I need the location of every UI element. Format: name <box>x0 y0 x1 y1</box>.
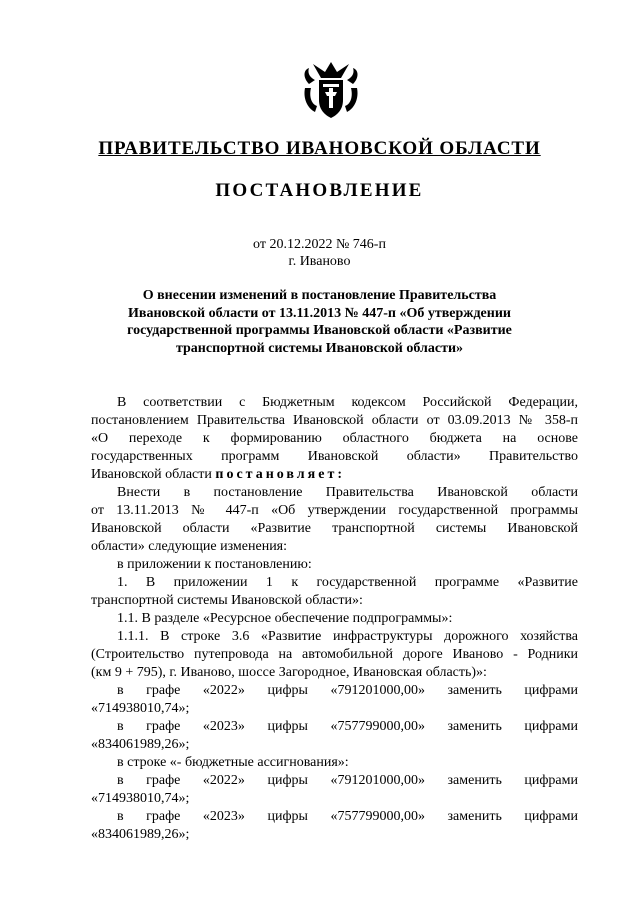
body-line: 1.1.1. В строке 3.6 «Развитие инфраструктуры дорожного хозяйства <box>117 629 578 644</box>
document-title <box>0 287 639 357</box>
body-line <box>91 466 578 484</box>
body-line: «О переходе к формированию областного бюджета на основе <box>91 431 578 446</box>
body-line: в графе «2023» цифры «757799000,00» заменить цифрами <box>117 809 578 824</box>
body-line: 1. В приложении 1 к государственной программе «Развитие <box>117 575 578 590</box>
body-line: «714938010,74»; <box>91 791 190 806</box>
date-number: от 20.12.2022 № 746-п <box>253 237 386 252</box>
body-line: (Строительство путепровода на автомобильной дороге Иваново - Родники <box>91 647 578 662</box>
document-meta <box>0 236 639 270</box>
coat-of-arms-emblem <box>299 58 363 122</box>
title-line: О внесении изменений в постановление Правительства <box>142 288 497 303</box>
body-line: постановлением Правительства Ивановской области от 03.09.2013 № 358-п <box>91 413 578 428</box>
body-line: в графе «2022» цифры «791201000,00» заменить цифрами <box>117 773 578 788</box>
city: г. Иваново <box>288 254 351 269</box>
body-line: Внести в постановление Правительства Ивановской области <box>117 485 578 500</box>
document-type: ПОСТАНОВЛЕНИЕ <box>215 180 424 201</box>
body-line: В соответствии с Бюджетным кодексом Российской Федерации, <box>117 395 578 410</box>
body-line: «714938010,74»; <box>91 701 190 716</box>
body-line: Ивановской области «Развитие транспортной системы Ивановской <box>91 521 578 536</box>
body-line: государственных программ Ивановской области» Правительство <box>91 449 578 464</box>
title-line: государственной программы Ивановской области «Развитие <box>127 323 512 338</box>
organization-title: ПРАВИТЕЛЬСТВО ИВАНОВСКОЙ ОБЛАСТИ <box>98 138 541 159</box>
body-line: 1.1. В разделе «Ресурсное обеспечение подпрограммы»: <box>117 611 453 626</box>
document-body <box>91 394 578 844</box>
body-line: области» следующие изменения: <box>91 539 288 554</box>
body-line: в приложении к постановлению: <box>117 557 312 572</box>
body-line: в графе «2023» цифры «757799000,00» заменить цифрами <box>117 719 578 734</box>
title-line: Ивановской области от 13.11.2013 № 447-п «Об утверждении <box>128 305 511 321</box>
body-line: (км 9 + 795), г. Иваново, шоссе Загородное, Ивановская область)»: <box>91 665 487 680</box>
body-line: в графе «2022» цифры «791201000,00» заменить цифрами <box>117 683 578 698</box>
body-line: от 13.11.2013 № 447-п «Об утверждении государственной программы <box>91 503 578 518</box>
decree-keyword: постановляет: <box>215 467 345 482</box>
body-line: транспортной системы Ивановской области»: <box>91 593 363 608</box>
body-line: в строке «- бюджетные ассигнования»: <box>117 755 349 770</box>
body-line: «834061989,26»; <box>91 737 190 752</box>
title-line: транспортной системы Ивановской области» <box>175 340 464 356</box>
body-line: «834061989,26»; <box>91 827 190 842</box>
body-text: Ивановской области <box>91 467 216 482</box>
